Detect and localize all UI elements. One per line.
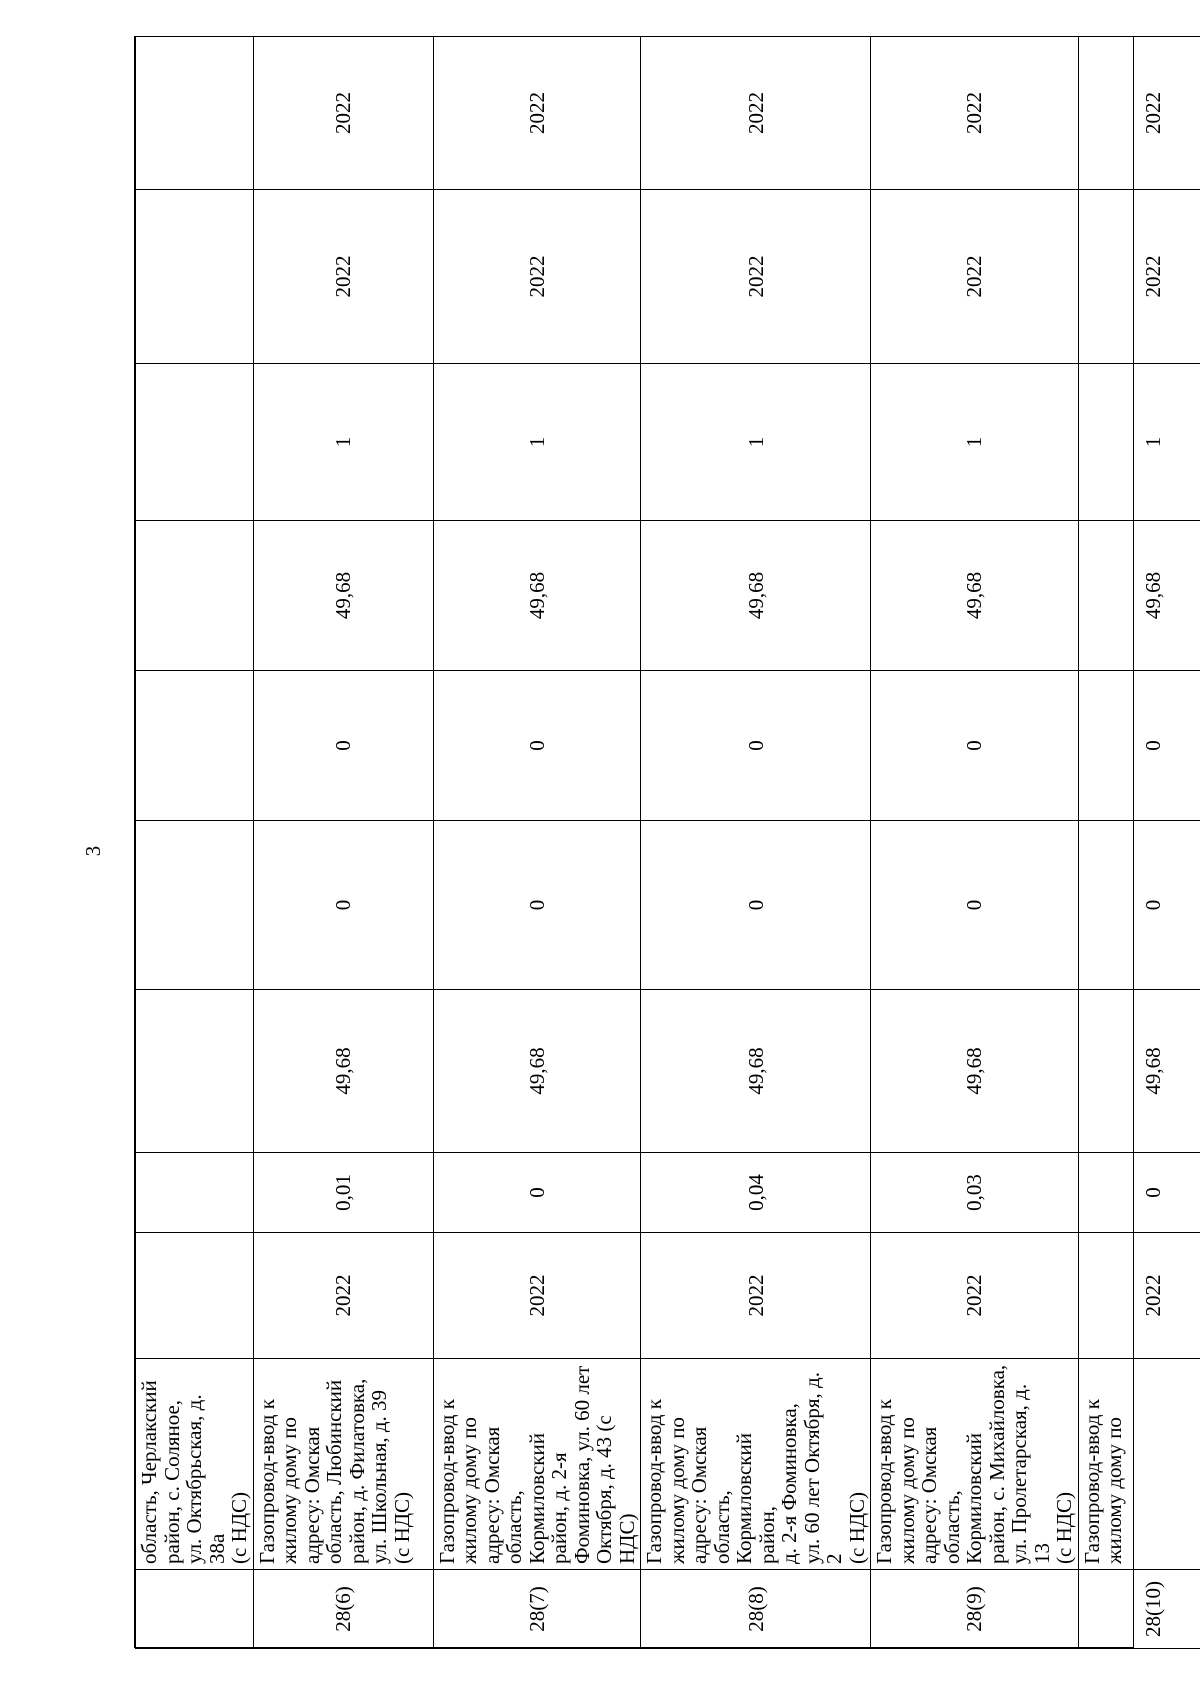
object-description-cell: Газопровод-ввод к жилому дому по адресу: Омская область, Кормиловский район, д. 2-я Фоминовка, ул. 60 лет Октября, д. 43 (с НДС) [433, 1359, 641, 1570]
value-cell: 0 [433, 1153, 641, 1233]
value-cell: 1 [433, 364, 641, 521]
table-frame [134, 36, 1165, 1648]
value-cell: 0,04 [641, 1153, 871, 1233]
row-number-cell: 28(8) [641, 1570, 871, 1649]
value-cell: 2022 [871, 37, 1079, 190]
value-cell: 49,68 [641, 990, 871, 1153]
value-cell: 49,68 [433, 521, 641, 671]
row-number-cell [136, 1570, 254, 1649]
data-table [135, 36, 1200, 1649]
row-number-cell: 28(9) [871, 1570, 1079, 1649]
table-row [871, 37, 1079, 1649]
value-cell: 49,68 [1078, 521, 1200, 671]
value-cell: 0,03 [871, 1153, 1079, 1233]
object-description-cell: Газопровод-ввод к жилому дому по [1078, 1359, 1200, 1570]
value-cell [136, 1233, 254, 1359]
value-cell: 49,68 [871, 521, 1079, 671]
value-cell: 2022 [1078, 190, 1200, 364]
value-cell: 2022 [871, 190, 1079, 364]
value-cell: 1 [641, 364, 871, 521]
value-cell: 2022 [433, 190, 641, 364]
row-number-cell: 28(7) [433, 1570, 641, 1649]
object-description-cell: Газопровод-ввод к жилому дому по адресу: Омская область, Кормиловский район, д. 2-я Фоминовка, ул. 60 лет Октября, д. 2 (с НДС) [641, 1359, 871, 1570]
value-cell: 2022 [253, 1233, 433, 1359]
value-cell: 2022 [641, 1233, 871, 1359]
value-cell: 2022 [641, 37, 871, 190]
rotated-table-container [135, 37, 1165, 1649]
value-cell: 0 [433, 821, 641, 990]
value-cell: 49,68 [871, 990, 1079, 1153]
value-cell: 1 [1078, 364, 1200, 521]
value-cell: 0 [871, 671, 1079, 821]
value-cell: 2022 [1078, 1233, 1200, 1359]
value-cell [136, 821, 254, 990]
value-cell [136, 1153, 254, 1233]
value-cell: 49,68 [641, 521, 871, 671]
value-cell: 2022 [641, 190, 871, 364]
value-cell [136, 671, 254, 821]
object-description-cell: область, Черлакский район, с. Соляное, ул. Октябрьская, д. 38а (с НДС) [136, 1359, 254, 1570]
value-cell: 0 [641, 671, 871, 821]
row-number-cell: 28(6) [253, 1570, 433, 1649]
value-cell: 2022 [433, 1233, 641, 1359]
object-description-cell: Газопровод-ввод к жилому дому по адресу: Омская область, Любинский район, д. Филатовка, ул. Школьная, д. 39 (с НДС) [253, 1359, 433, 1570]
page-number: 3 [81, 845, 105, 857]
table-row [641, 37, 871, 1649]
table-row [253, 37, 433, 1649]
row-number-cell: 28(10) [1078, 1570, 1200, 1649]
value-cell: 0 [871, 821, 1079, 990]
value-cell [136, 990, 254, 1153]
table-row [1078, 37, 1200, 1649]
value-cell: 1 [253, 364, 433, 521]
value-cell: 0 [1078, 821, 1200, 990]
value-cell: 49,68 [253, 521, 433, 671]
value-cell: 0 [433, 671, 641, 821]
value-cell: 0,01 [253, 1153, 433, 1233]
value-cell: 49,68 [1078, 990, 1200, 1153]
value-cell: 2022 [1078, 37, 1200, 190]
object-description-cell: Газопровод-ввод к жилому дому по адресу: Омская область, Кормиловский район, с. Михайловка, ул. Пролетарская, д. 13 (с НДС) [871, 1359, 1079, 1570]
value-cell: 49,68 [433, 990, 641, 1153]
value-cell: 2022 [253, 37, 433, 190]
value-cell: 0 [1078, 1153, 1200, 1233]
value-cell: 49,68 [253, 990, 433, 1153]
value-cell: 2022 [871, 1233, 1079, 1359]
table-row [433, 37, 641, 1649]
value-cell [136, 364, 254, 521]
value-cell [136, 521, 254, 671]
value-cell: 0 [641, 821, 871, 990]
value-cell: 0 [253, 671, 433, 821]
value-cell: 2022 [253, 190, 433, 364]
value-cell [136, 37, 254, 190]
value-cell: 2022 [433, 37, 641, 190]
table-row [136, 37, 254, 1649]
value-cell: 0 [253, 821, 433, 990]
value-cell [136, 190, 254, 364]
value-cell: 1 [871, 364, 1079, 521]
value-cell: 0 [1078, 671, 1200, 821]
